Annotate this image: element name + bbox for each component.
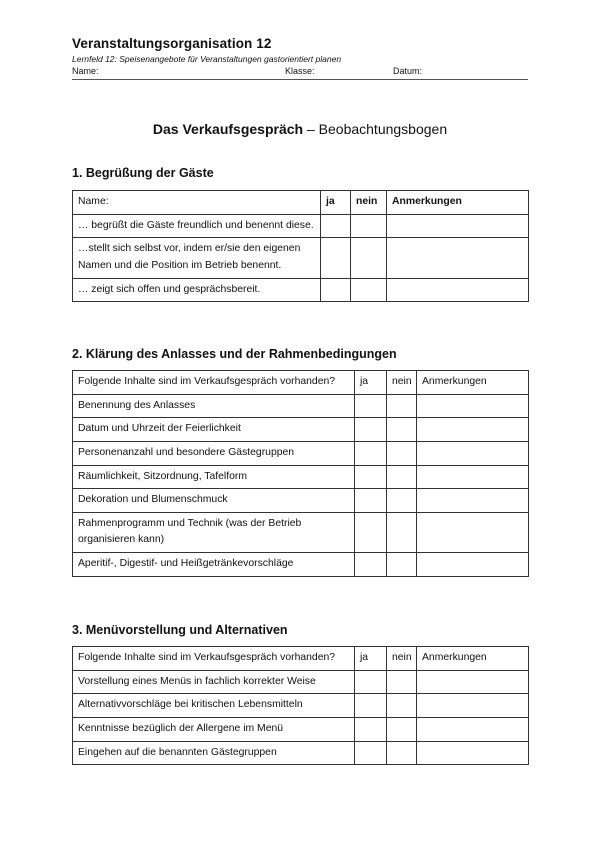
criterion-cell: Vorstellung eines Menüs in fachlich korrekter Weise bbox=[73, 670, 355, 694]
table-row bbox=[73, 694, 529, 718]
criterion-cell: Aperitif-, Digestif- und Heißgetränkevorschläge bbox=[73, 553, 355, 577]
no-cell[interactable] bbox=[387, 741, 417, 765]
page-title-rest: – Beobachtungsbogen bbox=[303, 121, 448, 137]
criterion-cell: …stellt sich selbst vor, indem er/sie den eigenen Namen und die Position im Betrieb benennt. bbox=[73, 238, 321, 278]
yes-cell[interactable] bbox=[355, 694, 387, 718]
no-cell[interactable] bbox=[387, 512, 417, 552]
notes-cell[interactable] bbox=[417, 694, 529, 718]
header-cell-no: nein bbox=[387, 371, 417, 395]
criterion-cell: … zeigt sich offen und gesprächsbereit. bbox=[73, 278, 321, 302]
table-row bbox=[73, 238, 529, 278]
table-header-row bbox=[73, 371, 529, 395]
no-cell[interactable] bbox=[387, 465, 417, 489]
yes-cell[interactable] bbox=[321, 238, 351, 278]
student-info-line bbox=[72, 66, 528, 80]
yes-cell[interactable] bbox=[355, 553, 387, 577]
header-cell-yes: ja bbox=[355, 647, 387, 671]
document-title: Veranstaltungsorganisation 12 bbox=[72, 36, 272, 51]
page-title bbox=[0, 121, 600, 137]
table-row bbox=[73, 214, 529, 238]
table-header-row bbox=[73, 191, 529, 215]
notes-cell[interactable] bbox=[417, 670, 529, 694]
table-row bbox=[73, 441, 529, 465]
table-row bbox=[73, 418, 529, 442]
criterion-cell: Datum und Uhrzeit der Feierlichkeit bbox=[73, 418, 355, 442]
document-subtitle: Lernfeld 12: Speisenangebote für Veranstaltungen gastorientiert planen bbox=[72, 54, 342, 64]
yes-cell[interactable] bbox=[355, 418, 387, 442]
table-row bbox=[73, 394, 529, 418]
no-cell[interactable] bbox=[387, 418, 417, 442]
yes-cell[interactable] bbox=[355, 441, 387, 465]
header-cell-no: nein bbox=[351, 191, 387, 215]
yes-cell[interactable] bbox=[321, 214, 351, 238]
notes-cell[interactable] bbox=[387, 214, 529, 238]
no-cell[interactable] bbox=[387, 553, 417, 577]
yes-cell[interactable] bbox=[355, 465, 387, 489]
notes-cell[interactable] bbox=[387, 238, 529, 278]
notes-cell[interactable] bbox=[417, 418, 529, 442]
no-cell[interactable] bbox=[351, 214, 387, 238]
table-menu bbox=[72, 646, 529, 765]
criterion-cell: Alternativvorschläge bei kritischen Lebensmitteln bbox=[73, 694, 355, 718]
no-cell[interactable] bbox=[387, 670, 417, 694]
no-cell[interactable] bbox=[387, 489, 417, 513]
no-cell[interactable] bbox=[387, 441, 417, 465]
notes-cell[interactable] bbox=[417, 717, 529, 741]
table-row bbox=[73, 278, 529, 302]
page-title-bold: Das Verkaufsgespräch bbox=[152, 121, 304, 137]
notes-cell[interactable] bbox=[417, 553, 529, 577]
table-row bbox=[73, 717, 529, 741]
criterion-cell: Rahmenprogramm und Technik (was der Betrieb organisieren kann) bbox=[73, 512, 355, 552]
table-row bbox=[73, 670, 529, 694]
header-cell-notes: Anmerkungen bbox=[417, 371, 529, 395]
no-cell[interactable] bbox=[387, 394, 417, 418]
notes-cell[interactable] bbox=[417, 394, 529, 418]
name-label: Name: bbox=[72, 66, 99, 76]
yes-cell[interactable] bbox=[355, 717, 387, 741]
no-cell[interactable] bbox=[351, 278, 387, 302]
yes-cell[interactable] bbox=[321, 278, 351, 302]
document-header bbox=[72, 36, 528, 80]
yes-cell[interactable] bbox=[355, 741, 387, 765]
notes-cell[interactable] bbox=[417, 465, 529, 489]
notes-cell[interactable] bbox=[417, 741, 529, 765]
table-occasion bbox=[72, 370, 529, 577]
notes-cell[interactable] bbox=[417, 512, 529, 552]
header-cell-no: nein bbox=[387, 647, 417, 671]
notes-cell[interactable] bbox=[417, 489, 529, 513]
criterion-cell: Dekoration und Blumenschmuck bbox=[73, 489, 355, 513]
notes-cell[interactable] bbox=[417, 441, 529, 465]
yes-cell[interactable] bbox=[355, 489, 387, 513]
class-label: Klasse: bbox=[285, 66, 315, 76]
table-row bbox=[73, 741, 529, 765]
header-cell-criterion: Folgende Inhalte sind im Verkaufsgespräch vorhanden? bbox=[73, 647, 355, 671]
table-header-row bbox=[73, 647, 529, 671]
criterion-cell: Eingehen auf die benannten Gästegruppen bbox=[73, 741, 355, 765]
table-row bbox=[73, 512, 529, 552]
yes-cell[interactable] bbox=[355, 670, 387, 694]
no-cell[interactable] bbox=[387, 694, 417, 718]
yes-cell[interactable] bbox=[355, 394, 387, 418]
date-label: Datum: bbox=[393, 66, 423, 76]
section-heading-occasion: 2. Klärung des Anlasses und der Rahmenbedingungen bbox=[72, 347, 397, 361]
header-cell-notes: Anmerkungen bbox=[387, 191, 529, 215]
header-cell-notes: Anmerkungen bbox=[417, 647, 529, 671]
criterion-cell: Kenntnisse bezüglich der Allergene im Menü bbox=[73, 717, 355, 741]
table-row bbox=[73, 553, 529, 577]
criterion-cell: … begrüßt die Gäste freundlich und benennt diese. bbox=[73, 214, 321, 238]
yes-cell[interactable] bbox=[355, 512, 387, 552]
criterion-cell: Benennung des Anlasses bbox=[73, 394, 355, 418]
no-cell[interactable] bbox=[351, 238, 387, 278]
header-cell-criterion: Name: bbox=[73, 191, 321, 215]
table-greeting bbox=[72, 190, 529, 302]
section-heading-menu: 3. Menüvorstellung und Alternativen bbox=[72, 623, 288, 637]
table-row bbox=[73, 465, 529, 489]
header-cell-yes: ja bbox=[355, 371, 387, 395]
notes-cell[interactable] bbox=[387, 278, 529, 302]
no-cell[interactable] bbox=[387, 717, 417, 741]
header-cell-yes: ja bbox=[321, 191, 351, 215]
section-heading-greeting: 1. Begrüßung der Gäste bbox=[72, 166, 214, 180]
header-cell-criterion: Folgende Inhalte sind im Verkaufsgespräch vorhanden? bbox=[73, 371, 355, 395]
criterion-cell: Personenanzahl und besondere Gästegruppen bbox=[73, 441, 355, 465]
table-row bbox=[73, 489, 529, 513]
criterion-cell: Räumlichkeit, Sitzordnung, Tafelform bbox=[73, 465, 355, 489]
